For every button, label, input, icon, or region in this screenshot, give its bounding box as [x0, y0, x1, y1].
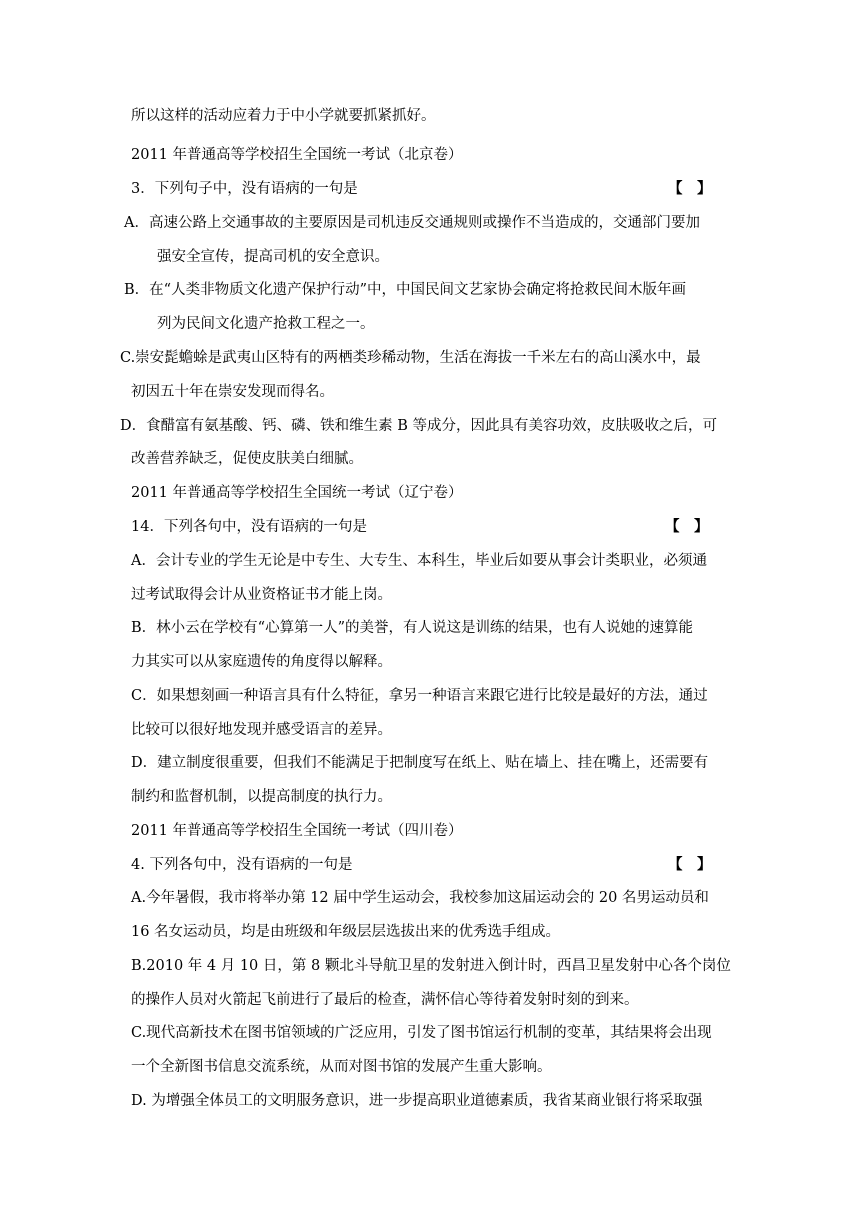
answer-bracket-q3: 【 】	[668, 180, 712, 197]
q14-option-a-line1: A．会计专业的学生无论是中专生、大专生、本科生，毕业后如要从事会计类职业，必须通	[131, 553, 707, 569]
q3-option-d-line1: D．食醋富有氨基酸、钙、磷、铁和维生素 B 等成分，因此具有美容功效，皮肤吸收之后，可	[120, 418, 717, 434]
question-4-stem: 4. 下列各句中，没有语病的一句是	[131, 857, 353, 873]
exam-heading-liaoning: 2011 年普通高等学校招生全国统一考试（辽宁卷）	[131, 485, 463, 501]
text-line-intro: 所以这样的活动应着力于中小学就要抓紧抓好。	[131, 108, 436, 124]
q3-option-c-line1: C.崇安髭蟾蜍是武夷山区特有的两栖类珍稀动物，生活在海拔一千米左右的高山溪水中，最	[120, 350, 701, 366]
q4-option-c-line1: C.现代高新技术在图书馆领域的广泛应用，引发了图书馆运行机制的变革，其结果将会出现	[131, 1025, 712, 1041]
exam-heading-beijing: 2011 年普通高等学校招生全国统一考试（北京卷）	[131, 147, 463, 163]
q3-option-d-line2: 改善营养缺乏，促使皮肤美白细腻。	[131, 451, 363, 467]
question-3-stem: 3．下列句子中，没有语病的一句是	[131, 181, 358, 197]
q4-option-c-line2: 一个全新图书信息交流系统，从而对图书馆的发展产生重大影响。	[131, 1059, 552, 1075]
q3-option-b-line2: 列为民间文化遗产抢救工程之一。	[157, 316, 375, 332]
q4-option-d-line1: D. 为增强全体员工的文明服务意识，进一步提高职业道德素质，我省某商业银行将采取强	[131, 1093, 703, 1109]
q14-option-a-line2: 过考试取得会计从业资格证书才能上岗。	[131, 587, 392, 603]
q3-option-a-line2: 强安全宣传，提高司机的安全意识。	[157, 249, 389, 265]
q14-option-d-line1: D．建立制度很重要，但我们不能满足于把制度写在纸上、贴在墙上、挂在嘴上，还需要有	[131, 755, 709, 771]
q14-option-c-line2: 比较可以很好地发现并感受语言的差异。	[131, 722, 392, 738]
exam-heading-sichuan: 2011 年普通高等学校招生全国统一考试（四川卷）	[131, 823, 463, 839]
q3-option-a-line1: A．高速公路上交通事故的主要原因是司机违反交通规则或操作不当造成的，交通部门要加	[124, 215, 700, 231]
q14-option-b-line2: 力其实可以从家庭遗传的角度得以解释。	[131, 654, 392, 670]
answer-bracket-q4: 【 】	[668, 856, 712, 873]
q3-option-b-line1: B．在“人类非物质文化遗产保护行动”中，中国民间文艺家协会确定将抢救民间木版年画	[124, 282, 686, 298]
question-14-stem: 14．下列各句中，没有语病的一句是	[131, 519, 367, 535]
q4-option-b-line1: B.2010 年 4 月 10 日，第 8 颗北斗导航卫星的发射进入倒计时，西昌卫星发射中心各个岗位	[131, 958, 731, 974]
answer-bracket-q14: 【 】	[665, 518, 709, 535]
q14-option-d-line2: 制约和监督机制，以提高制度的执行力。	[131, 789, 392, 805]
q3-option-c-line2: 初因五十年在崇安发现而得名。	[131, 384, 334, 400]
q14-option-c-line1: C．如果想刻画一种语言具有什么特征，拿另一种语言来跟它进行比较是最好的方法，通过	[131, 688, 708, 704]
q4-option-a-line2: 16 名女运动员，均是由班级和年级层层选拔出来的优秀选手组成。	[131, 924, 561, 940]
q4-option-a-line1: A.今年暑假，我市将举办第 12 届中学生运动会，我校参加这届运动会的 20 名男运动员和	[131, 890, 709, 906]
q4-option-b-line2: 的操作人员对火箭起飞前进行了最后的检查，满怀信心等待着发射时刻的到来。	[131, 992, 639, 1008]
q14-option-b-line1: B．林小云在学校有“心算第一人”的美誉，有人说这是训练的结果，也有人说她的速算能	[131, 620, 693, 636]
